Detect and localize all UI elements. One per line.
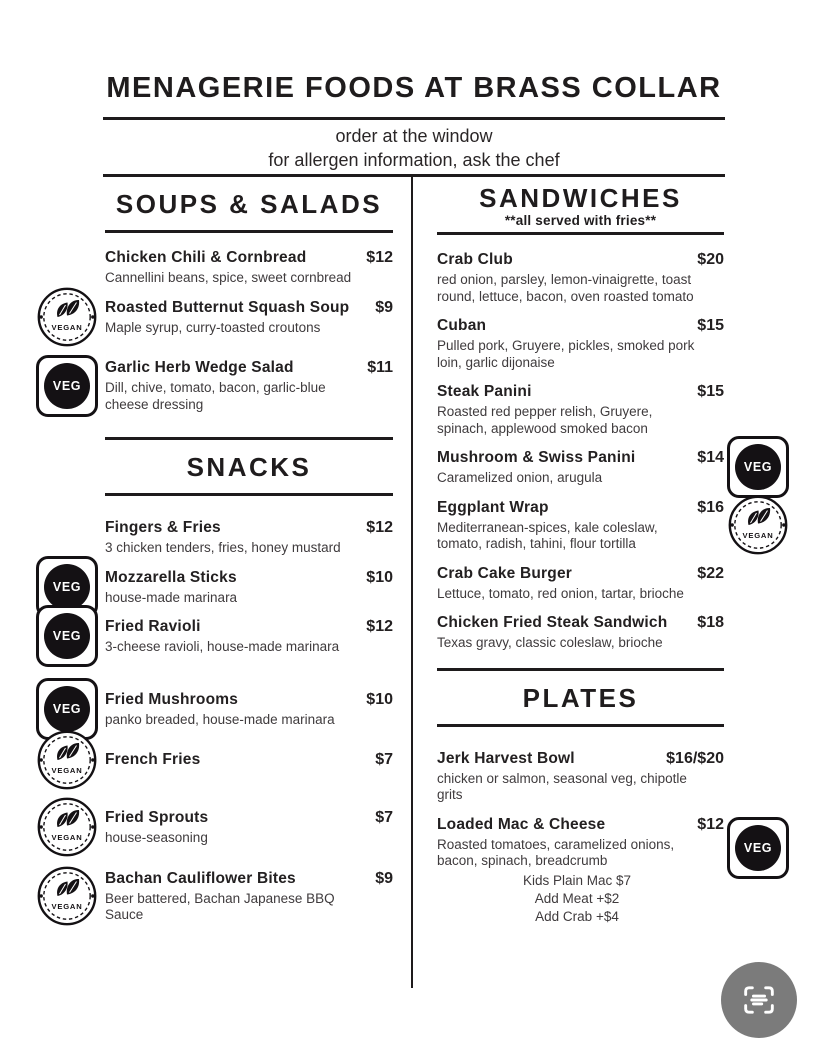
- menu-item: [52, 617, 393, 656]
- item-name: Bachan Cauliflower Bites: [105, 869, 296, 887]
- section-header-plates: [437, 668, 724, 727]
- vegan-badge-label: VEGAN: [51, 902, 83, 911]
- section-header-soups-salads: [105, 177, 393, 233]
- item-name: Crab Club: [437, 251, 513, 268]
- section-header-sandwiches: [437, 177, 724, 235]
- vegan-badge-label: VEGAN: [51, 766, 83, 775]
- item-name: Fingers & Fries: [105, 519, 221, 536]
- scan-text-icon: [739, 980, 779, 1020]
- item-price: $16: [697, 498, 724, 516]
- menu-item: [437, 498, 774, 553]
- menu-columns: [51, 177, 774, 988]
- item-name: Loaded Mac & Cheese: [437, 815, 606, 833]
- header-note-line1: order at the window: [335, 126, 493, 146]
- page-title: MENAGERIE FOODS AT BRASS COLLAR: [106, 72, 722, 104]
- item-price: $15: [697, 383, 724, 400]
- item-description: red onion, parsley, lemon-vinaigrette, toast round, lettuce, bacon, oven roasted tomato: [437, 272, 694, 304]
- item-price: $15: [697, 317, 724, 334]
- item-price: $12: [697, 815, 724, 833]
- vegan-stamp-icon: [36, 729, 98, 791]
- item-name: Chicken Chili & Cornbread: [105, 249, 307, 266]
- section-note: **all served with fries**: [504, 213, 657, 228]
- item-description: 3-cheese ravioli, house-made marinara: [105, 639, 340, 654]
- vegan-badge: [727, 494, 789, 556]
- item-description: Texas gravy, classic coleslaw, brioche: [437, 635, 663, 650]
- vegan-stamp-icon: [36, 286, 98, 348]
- item-name: Cuban: [437, 317, 487, 334]
- item-price: $14: [697, 449, 724, 466]
- item-description: Cannellini beans, spice, sweet cornbread: [105, 270, 352, 285]
- menu-item: [437, 815, 773, 926]
- veg-badge: [36, 605, 98, 667]
- item-description: Roasted red pepper relish, Gruyere, spinach, applewood smoked bacon: [437, 404, 653, 436]
- veg-badge-label: VEG: [735, 444, 781, 490]
- item-price: $22: [697, 564, 724, 582]
- veg-badge-label: VEG: [735, 825, 781, 871]
- item-extras: [437, 872, 717, 926]
- veg-badge: [36, 355, 98, 417]
- item-price: $11: [367, 359, 393, 376]
- item-price: $20: [697, 251, 724, 268]
- vegan-stamp-icon: [36, 796, 98, 858]
- vegan-stamp-icon: [727, 494, 789, 556]
- menu-item: [437, 613, 724, 652]
- item-price: $10: [366, 568, 393, 586]
- veg-badge: [727, 817, 789, 879]
- section-header-snacks: [105, 437, 393, 496]
- vegan-stamp-icon: [36, 865, 98, 927]
- veg-badge-label: VEG: [44, 686, 90, 732]
- item-name: Chicken Fried Steak Sandwich: [437, 614, 668, 631]
- item-name: French Fries: [105, 751, 201, 768]
- menu-item: [105, 518, 393, 557]
- left-column: [51, 177, 413, 988]
- item-name: Fried Ravioli: [105, 618, 201, 635]
- item-price: $12: [366, 249, 393, 266]
- menu-item: [52, 568, 393, 607]
- item-price: $12: [366, 519, 393, 536]
- menu-item: [437, 250, 724, 305]
- section-title: PLATES: [522, 682, 639, 713]
- item-description: Caramelized onion, arugula: [437, 470, 603, 485]
- section-title: SOUPS & SALADS: [115, 189, 383, 219]
- item-price: $18: [697, 614, 724, 631]
- item-name: Fried Sprouts: [105, 809, 209, 826]
- menu-item: [437, 749, 724, 804]
- item-description: chicken or salmon, seasonal veg, chipotle grits: [437, 770, 687, 802]
- menu-item: [51, 808, 393, 847]
- scan-button[interactable]: [721, 962, 797, 1038]
- vegan-badge: [36, 865, 98, 927]
- item-name: Steak Panini: [437, 383, 532, 400]
- menu-item: [437, 316, 724, 371]
- item-price: $9: [375, 869, 393, 887]
- veg-badge-label: VEG: [44, 613, 90, 659]
- item-description: house-seasoning: [105, 830, 208, 845]
- veg-badge: [727, 436, 789, 498]
- item-name: Crab Cake Burger: [437, 564, 572, 582]
- item-price: $16/$20: [666, 749, 724, 767]
- veg-badge-label: VEG: [44, 564, 90, 610]
- menu-item: [437, 564, 724, 603]
- item-description: Beer battered, Bachan Japanese BBQ Sauce: [105, 890, 335, 922]
- vegan-badge-label: VEGAN: [51, 833, 83, 843]
- veg-badge-label: VEG: [44, 363, 90, 409]
- menu-item: [51, 298, 393, 337]
- item-description: panko breaded, house-made marinara: [105, 711, 335, 727]
- item-description: house-made marinara: [105, 589, 238, 605]
- vegan-badge: [36, 796, 98, 858]
- header-note-line2: for allergen information, ask the chef: [268, 150, 560, 170]
- vegan-badge-label: VEGAN: [742, 531, 774, 540]
- item-name: Fried Mushrooms: [105, 690, 239, 708]
- item-price: $12: [366, 618, 393, 635]
- item-description: Pulled pork, Gruyere, pickles, smoked pork loin, garlic dijonaise: [437, 338, 695, 370]
- menu-item: [437, 382, 724, 437]
- right-column: [413, 177, 774, 988]
- item-price: $7: [375, 809, 393, 826]
- item-price: $7: [375, 751, 393, 768]
- item-name: Mushroom & Swiss Panini: [437, 449, 636, 466]
- item-price: $10: [366, 690, 393, 708]
- item-description: Lettuce, tomato, red onion, tartar, brioche: [437, 585, 684, 601]
- menu-item: [51, 750, 393, 775]
- menu-item: [105, 248, 393, 287]
- item-description: Maple syrup, curry-toasted croutons: [105, 319, 321, 335]
- section-title: SNACKS: [186, 452, 312, 482]
- menu-item: [52, 690, 393, 729]
- vegan-badge-label: VEGAN: [51, 322, 83, 332]
- section-title: SANDWICHES: [479, 183, 682, 213]
- header-rule-top: [103, 117, 725, 120]
- extra-option: Add Meat +$2: [534, 890, 620, 906]
- item-name: Garlic Herb Wedge Salad: [105, 359, 294, 376]
- extra-option: Kids Plain Mac $7: [522, 872, 632, 888]
- vegan-badge: [36, 729, 98, 791]
- item-description: Mediterranean-spices, kale coleslaw, tomato, radish, tahini, flour tortilla: [437, 519, 658, 551]
- item-name: Jerk Harvest Bowl: [437, 749, 575, 767]
- vegan-badge: [36, 286, 98, 348]
- menu-item: [437, 448, 773, 487]
- item-name: Eggplant Wrap: [437, 498, 549, 516]
- item-description: Dill, chive, tomato, bacon, garlic-blue cheese dressing: [105, 380, 326, 412]
- menu-item: [52, 358, 393, 413]
- extra-option: Add Crab +$4: [535, 908, 619, 924]
- item-name: Roasted Butternut Squash Soup: [105, 298, 350, 316]
- item-description: Roasted tomatoes, caramelized onions, bacon, spinach, breadcrumb: [437, 836, 675, 868]
- item-name: Mozzarella Sticks: [105, 568, 237, 586]
- menu-item: [51, 869, 393, 924]
- item-description: 3 chicken tenders, fries, honey mustard: [105, 540, 341, 555]
- item-price: $9: [375, 298, 393, 316]
